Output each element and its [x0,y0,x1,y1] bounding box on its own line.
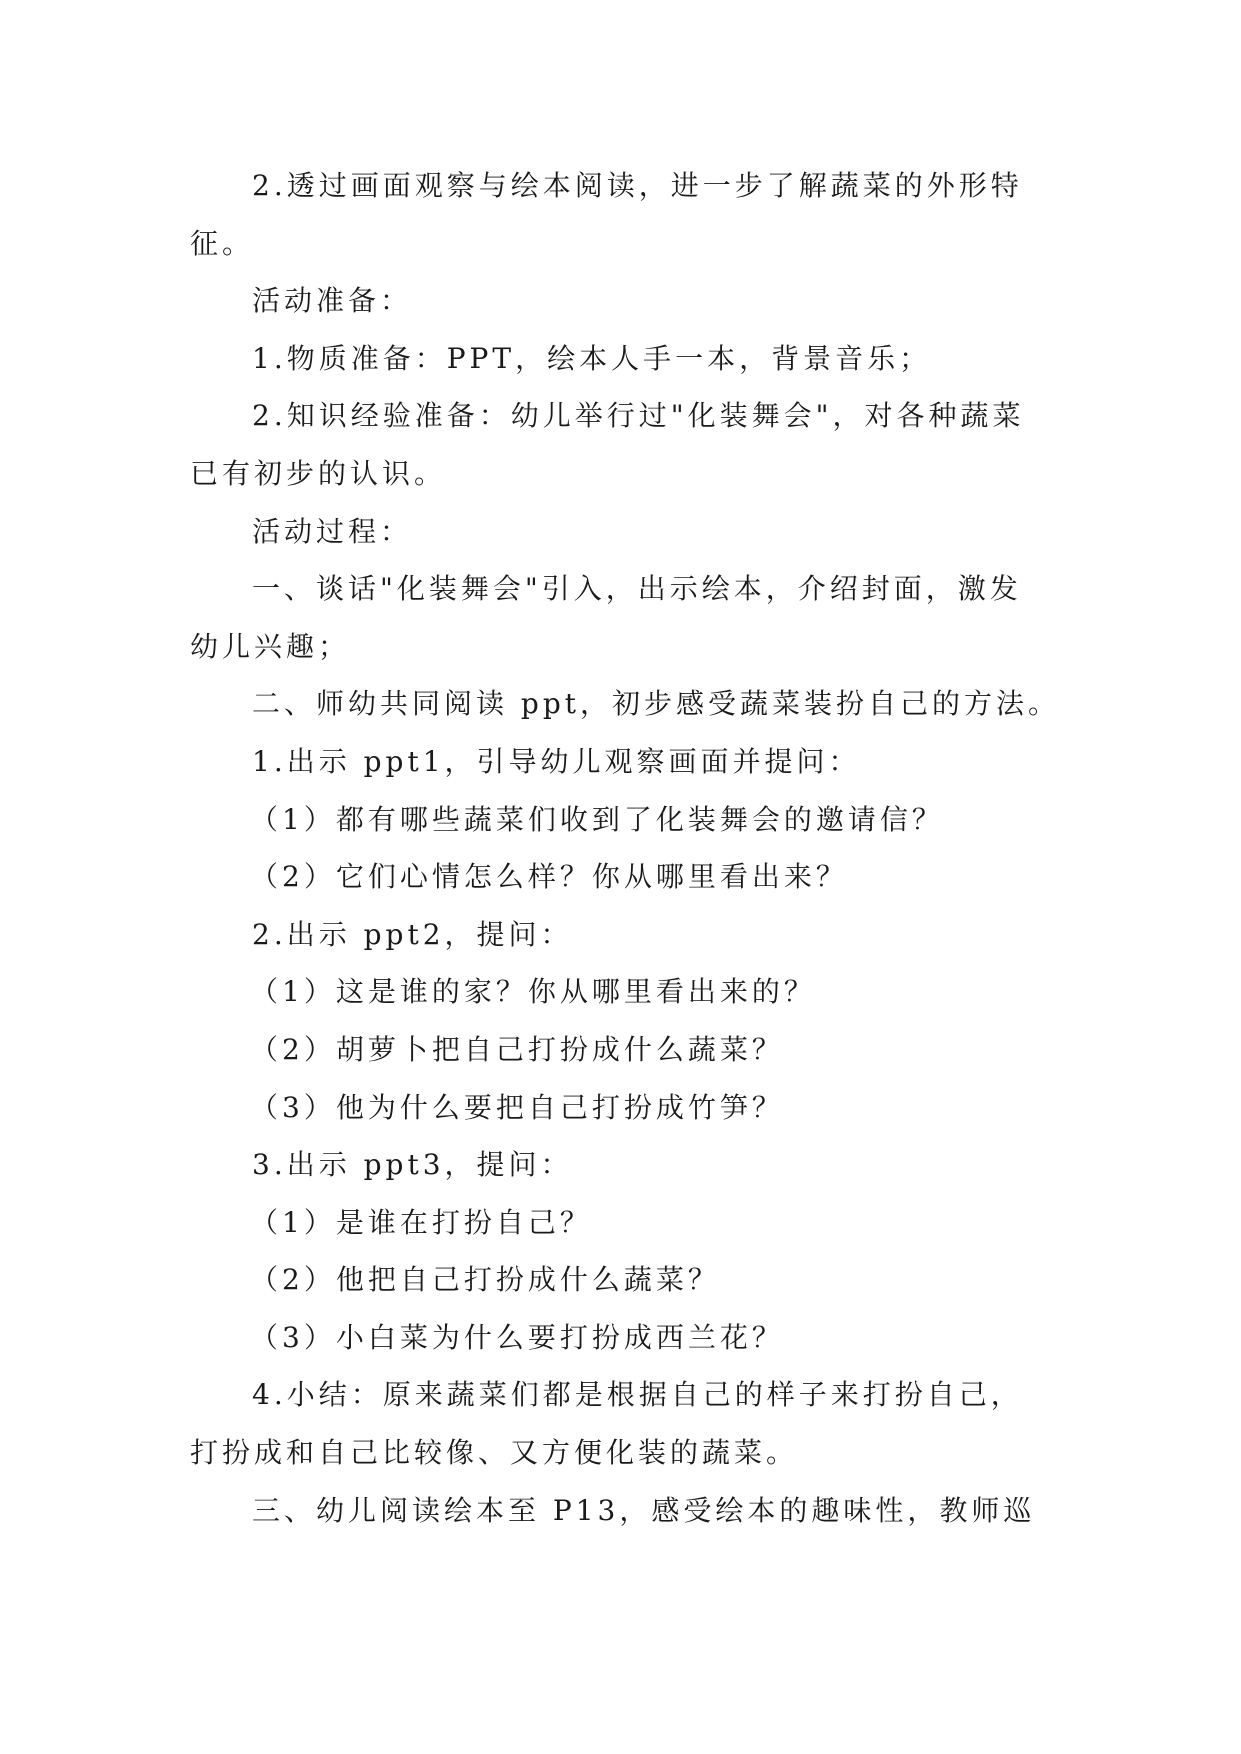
question-line: （3）他为什么要把自己打扮成竹笋？ [250,1090,784,1124]
paragraph-line: 3.出示 ppt3，提问： [252,1148,573,1182]
paragraph-line: 三、幼儿阅读绘本至 P13，感受绘本的趣味性，教师巡 [252,1493,1036,1527]
document-body [190,157,1060,1539]
question-line: （2）胡萝卜把自己打扮成什么蔬菜？ [250,1032,784,1066]
paragraph-line: 征。 [190,226,255,260]
question-line: （3）小白菜为什么要打扮成西兰花？ [250,1320,784,1354]
paragraph-line: 二、师幼共同阅读 ppt，初步感受蔬菜装扮自己的方法。 [252,687,1061,721]
paragraph-line: 幼儿兴趣； [190,629,351,663]
question-line: （1）是谁在打扮自己？ [250,1205,592,1239]
paragraph-line: 打扮成和自己比较像、又方便化装的蔬菜。 [190,1436,799,1470]
paragraph-line: 1.物质准备：PPT，绘本人手一本，背景音乐； [252,341,932,375]
question-line: （2）它们心情怎么样？你从哪里看出来？ [250,860,848,894]
question-line: （2）他把自己打扮成什么蔬菜？ [250,1263,720,1297]
paragraph-line: 1.出示 ppt1，引导幼儿观察画面并提问： [252,744,861,778]
paragraph-line: 2.出示 ppt2，提问： [252,917,573,951]
question-line: （1）这是谁的家？你从哪里看出来的？ [250,975,816,1009]
question-line: （1）都有哪些蔬菜们收到了化装舞会的邀请信？ [250,802,944,836]
section-heading: 活动过程： [252,514,413,548]
paragraph-line: 4.小结：原来蔬菜们都是根据自己的样子来打扮自己， [252,1378,1023,1412]
section-heading: 活动准备： [252,284,413,318]
paragraph-line: 2.透过画面观察与绘本阅读，进一步了解蔬菜的外形特 [252,169,1023,202]
paragraph-line: 一、谈话"化装舞会"引入，出示绘本，介绍封面，激发 [252,572,1022,606]
paragraph-line: 2.知识经验准备：幼儿举行过"化装舞会"，对各种蔬菜 [252,399,1025,433]
paragraph-line: 已有初步的认识。 [190,456,447,490]
